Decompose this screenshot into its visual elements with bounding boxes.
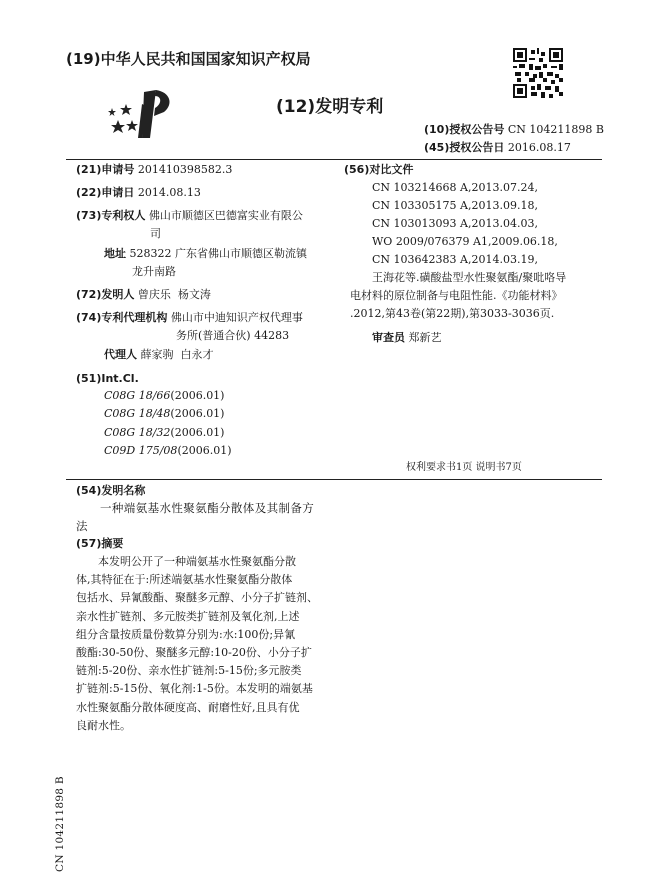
filing-date: (22)申请日 2014.08.13 (76, 186, 201, 199)
literature-ref-3: .2012,第43卷(第22期),第3033-3036页. (350, 307, 555, 320)
header-rule (66, 159, 602, 160)
references-label: (56)对比文件 (344, 163, 414, 176)
patentee-cont: 司 (150, 227, 161, 240)
int-cl-2: C08G 18/48(2006.01) (104, 407, 225, 420)
office-name: (19)中华人民共和国国家知识产权局 (66, 50, 311, 68)
abstract-line: 包括水、异氰酸酯、聚醚多元醇、小分子扩链剂、 (76, 591, 318, 605)
document-type: (12)发明专利 (276, 97, 384, 117)
address-cont: 龙升南路 (132, 265, 176, 278)
side-patent-number: CN 104211898 B (54, 776, 66, 872)
reference-5: CN 103642383 A,2014.03.19, (372, 253, 538, 266)
abstract-label: (57)摘要 (76, 537, 124, 550)
patent-agency: (74)专利代理机构 佛山市中迪知识产权代理事 (76, 311, 303, 324)
reference-4: WO 2009/076379 A1,2009.06.18, (372, 235, 558, 248)
invention-title: 一种端氨基水性聚氨酯分散体及其制备方 (100, 501, 315, 515)
patent-agency-cont: 务所(普通合伙) 44283 (176, 329, 290, 342)
literature-ref-2: 电材料的原位制备与电阻性能.《功能材料》 (350, 289, 563, 302)
abstract-line: 组分含量按质量份数算分别为:水:100份;异氰 (76, 627, 296, 641)
publication-number: (10)授权公告号 CN 104211898 B (424, 123, 604, 136)
reference-2: CN 103305175 A,2013.09.18, (372, 199, 538, 212)
int-cl-label: (51)Int.Cl. (76, 372, 139, 385)
examiner: 审查员 郑新艺 (372, 331, 442, 344)
patentee: (73)专利权人 佛山市顺德区巴德富实业有限公 (76, 209, 303, 222)
title-label: (54)发明名称 (76, 484, 146, 497)
publication-date: (45)授权公告日 2016.08.17 (424, 141, 571, 154)
invention-title-cont: 法 (76, 519, 88, 533)
int-cl-4: C09D 175/08(2006.01) (104, 444, 232, 457)
abstract-text (76, 553, 338, 735)
agents: 代理人 薛家驹 白永才 (104, 348, 214, 361)
abstract-line: 体,其特征在于:所述端氨基水性聚氨酯分散体 (76, 573, 293, 587)
abstract-line: 链剂:5-20份、亲水性扩链剂:5-15份;多元胺类 (76, 664, 302, 678)
int-cl-3: C08G 18/32(2006.01) (104, 426, 225, 439)
reference-3: CN 103013093 A,2013.04.03, (372, 217, 538, 230)
qr-code-icon (513, 48, 563, 98)
reference-1: CN 103214668 A,2013.07.24, (372, 181, 538, 194)
int-cl-1: C08G 18/66(2006.01) (104, 389, 225, 402)
inventors: (72)发明人 曾庆乐 杨文涛 (76, 288, 211, 301)
abstract-line: 本发明公开了一种端氨基水性聚氨酯分散 (98, 555, 296, 568)
section-rule (66, 479, 602, 480)
abstract-line: 亲水性扩链剂、多元胺类扩链剂及氧化剂,上述 (76, 609, 300, 623)
abstract-line: 扩链剂:5-15份、氧化剂:1-5份。本发明的端氨基 (76, 682, 313, 696)
abstract-line: 水性聚氨酯分散体硬度高、耐磨性好,且具有优 (76, 700, 300, 714)
pages-note: 权利要求书1页 说明书7页 (406, 462, 522, 473)
application-number: (21)申请号 201410398582.3 (76, 163, 233, 176)
address: 地址 528322 广东省佛山市顺德区勒流镇 (104, 247, 307, 260)
abstract-line: 良耐水性。 (76, 718, 131, 732)
cnipa-logo-icon (104, 86, 178, 142)
abstract-line: 酸酯:30-50份、聚醚多元醇:10-20份、小分子扩 (76, 646, 312, 660)
literature-ref-1: 王海花等.磺酸盐型水性聚氨酯/聚吡咯导 (372, 271, 567, 284)
